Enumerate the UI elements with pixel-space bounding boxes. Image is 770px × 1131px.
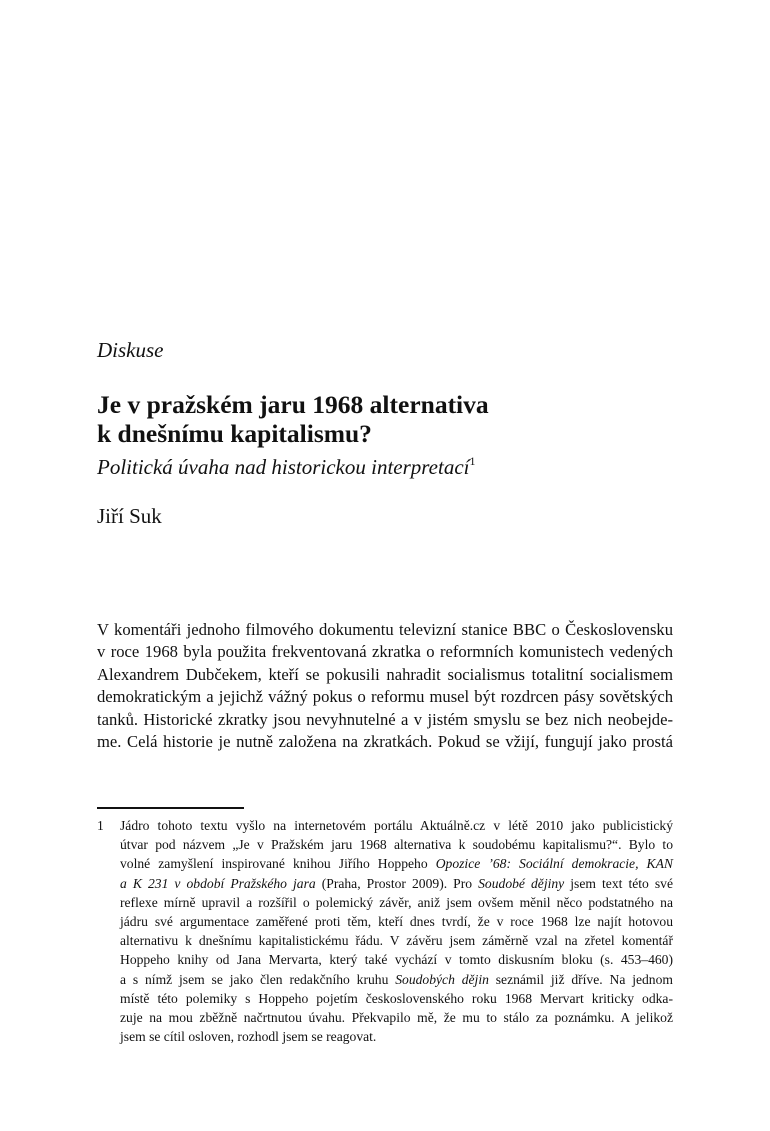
footnote-text <box>120 816 673 1046</box>
body-line: V komentáři jednoho filmového dokumentu televizní stanice BBC o Československu <box>97 620 673 639</box>
footnote-line: reflexe mírně upravil a rozšířil o polemický závěr, aniž jsem ovšem měnil něco podstatného na <box>120 894 673 910</box>
footnote-line <box>120 874 673 893</box>
footnote-line: jsem se cítil osloven, rozhodl jsem se reagovat. <box>120 1029 377 1045</box>
footnote-text-segment: seznámil již dříve. Na jednom <box>488 971 673 987</box>
subtitle-text: Politická úvaha nad historickou interpretací <box>97 455 470 479</box>
footnote-reference[interactable]: 1 <box>469 454 476 468</box>
body-line: v roce 1968 byla použita frekventovaná zkratka o reformních komunistech vedených <box>97 642 673 662</box>
footnote-line: místě této polemiky s Hoppeho pojetím československého roku 1968 Mervart kriticky odka- <box>120 990 673 1006</box>
footnote-line: jádru své argumentace zaměřené proti těm, kteří dnes tvrdí, že v roce 1968 lze najít hotovou <box>120 914 673 930</box>
footnote-text-segment: a s nímž jsem se jako člen redakčního kruhu <box>120 971 396 987</box>
book-title-continued: a K 231 v období Pražského jara <box>120 875 316 891</box>
body-line: me. Celá historie je nutně založena na zkratkách. Pokud se vžijí, fungují jako prostá <box>97 732 673 752</box>
footnote-line: alternativu k dnešnímu kapitalistickému řádu. V závěru jsem záměrně vzal na zřetel komentář <box>120 933 673 949</box>
author-name: Jiří Suk <box>97 504 162 528</box>
article-subtitle <box>97 455 475 480</box>
journal-title: Soudobé dějiny <box>478 875 565 891</box>
footnote-line: zuje na mou zběžně načrtnutou úvahu. Překvapilo mě, že mu to stálo za poznámku. A jelikož <box>120 1010 673 1026</box>
article-title <box>97 390 697 448</box>
footnote-line: útvar pod názvem „Je v Pražském jaru 1968 alternativa k soudobému kapitalismu?“. Bylo to <box>120 837 673 853</box>
title-line-2: k dnešnímu kapitalismu? <box>97 419 372 448</box>
body-line: demokratickým a jejichž vážný pokus o reformu musel být rozdrcen pásy sovětských <box>97 687 673 707</box>
body-line: Alexandrem Dubčekem, kteří se pokusili nahradit socialismus totalitní socialismem <box>97 664 673 684</box>
footnote-line <box>120 854 673 873</box>
journal-title: Soudobých dějin <box>395 971 489 987</box>
footnote-line: Jádro tohoto textu vyšlo na internetovém portálu Aktuálně.cz v létě 2010 jako publicistický <box>120 818 673 833</box>
footnote-number: 1 <box>97 818 104 833</box>
book-title: Opozice ’68: Sociální demokracie, KAN <box>435 856 673 872</box>
section-label: Diskuse <box>97 338 164 362</box>
footnote-separator <box>97 807 244 809</box>
footnote-text-segment: jsem text této své <box>564 875 674 891</box>
body-line: tanků. Historické zkratky jsou nevyhnutelné a v jistém smyslu se bez nich neobejde- <box>97 709 673 729</box>
body-paragraph <box>97 619 673 753</box>
title-line-1: Je v pražském jaru 1968 alternativa <box>97 390 489 419</box>
footnote-text-segment: (Praha, Prostor 2009). Pro <box>315 875 479 891</box>
footnote-text-segment: volné zamyšlení inspirované knihou Jiřího Hoppeho <box>120 856 436 872</box>
footnote-line: Hoppeho knihy od Jana Mervarta, který také vychází v tomto diskusním bloku (s. 453–460) <box>120 952 673 968</box>
footnote-line <box>120 970 673 989</box>
